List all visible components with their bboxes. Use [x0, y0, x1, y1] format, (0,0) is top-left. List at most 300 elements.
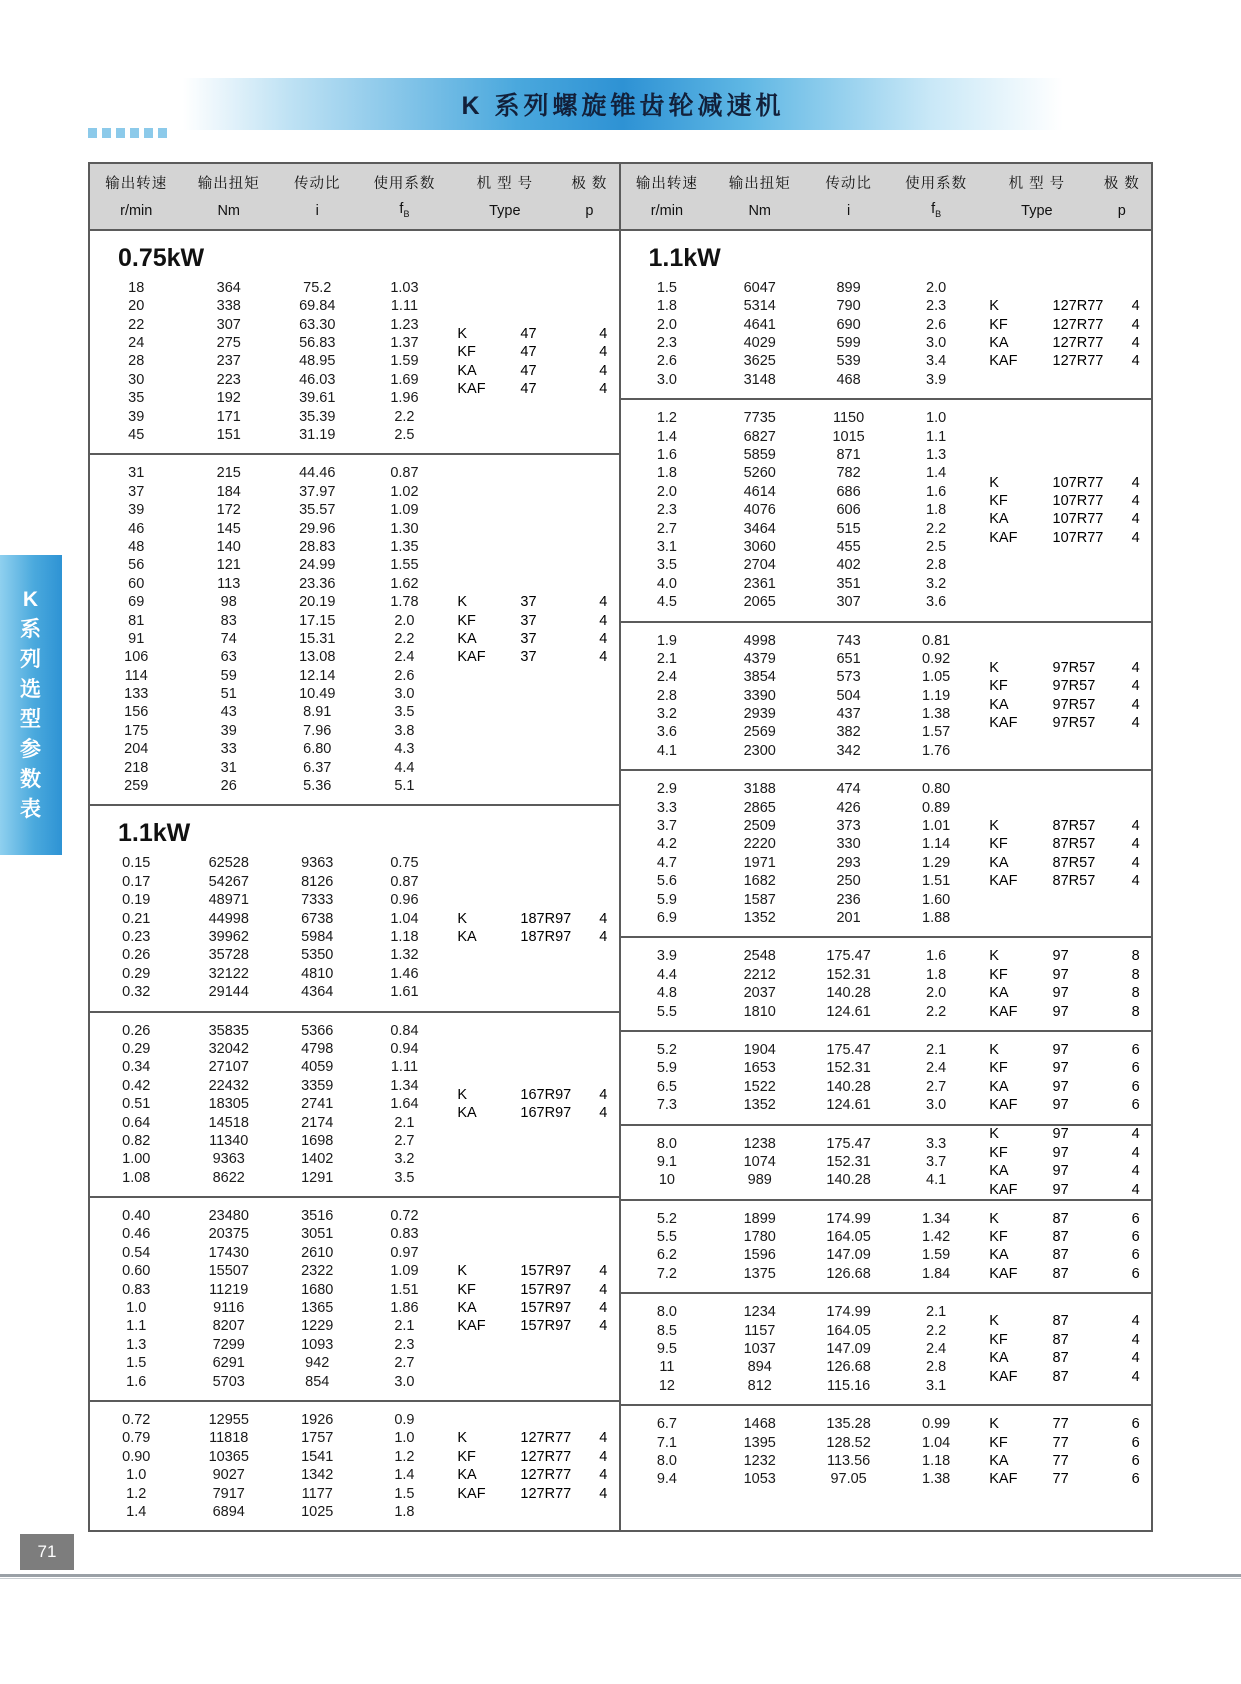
- cell-torque: 1053: [743, 1471, 776, 1488]
- cell-speed: 0.23: [122, 929, 151, 945]
- type-prefix: KA: [989, 985, 1009, 1002]
- type-size: 37: [520, 594, 537, 611]
- type-size: 97: [1052, 1003, 1069, 1020]
- cell-factor: 3.2: [394, 1151, 415, 1168]
- side-tab-char: 表: [20, 798, 42, 821]
- type-size: 127R77: [520, 1467, 572, 1484]
- type-prefix: KAF: [989, 1471, 1018, 1488]
- cell-speed: 2.1: [656, 650, 677, 667]
- cell-factor: 3.3: [926, 1135, 947, 1152]
- type-size: 97: [1052, 1097, 1069, 1114]
- cell-ratio: 3051: [301, 1226, 334, 1243]
- pole-count: 4: [599, 1485, 608, 1502]
- column-header-cn-4: 机 型 号: [1008, 176, 1066, 192]
- type-row: [449, 910, 618, 928]
- type-row: [981, 1078, 1151, 1096]
- type-prefix: KF: [457, 1448, 476, 1465]
- cell-speed: 5.2: [656, 1041, 677, 1058]
- cell-factor: 1.05: [922, 669, 951, 686]
- cell-speed: 4.5: [656, 594, 677, 611]
- cell-torque: 1468: [743, 1416, 776, 1433]
- cell-torque: 43: [220, 704, 237, 721]
- cell-factor: 1.37: [390, 335, 419, 352]
- type-size: 97: [1052, 966, 1069, 983]
- type-row: [981, 1181, 1151, 1199]
- cell-speed: 0.82: [122, 1132, 151, 1149]
- cell-factor: 0.84: [390, 1022, 419, 1039]
- cell-factor: 2.6: [926, 316, 947, 333]
- cell-factor: 1.3: [926, 447, 947, 464]
- pole-count: 8: [1131, 948, 1140, 965]
- cell-torque: 15507: [208, 1263, 249, 1280]
- pole-count: 4: [599, 1448, 608, 1465]
- pole-count: 6: [1131, 1210, 1140, 1227]
- pole-count: 4: [599, 344, 608, 361]
- type-row: [449, 1466, 618, 1484]
- cell-ratio: 1177: [301, 1485, 333, 1502]
- cell-factor: 1.6: [926, 483, 947, 500]
- cell-speed: 1.8: [656, 298, 677, 315]
- cell-factor: 1.38: [922, 1471, 951, 1488]
- cell-ratio: 46.03: [299, 371, 336, 388]
- type-prefix: KAF: [989, 1265, 1018, 1282]
- cell-ratio: 31.19: [299, 427, 336, 444]
- cell-speed: 0.32: [122, 984, 151, 1001]
- cell-ratio: 426: [836, 799, 861, 816]
- type-size: 127R77: [520, 1430, 572, 1447]
- cell-speed: 0.29: [122, 965, 151, 982]
- type-size: 87: [1052, 1247, 1069, 1264]
- cell-speed: 91: [128, 630, 145, 647]
- type-prefix: K: [457, 1430, 468, 1447]
- cell-torque: 98: [220, 594, 237, 611]
- cell-ratio: 9363: [301, 855, 334, 872]
- pole-count: 6: [1131, 1060, 1140, 1077]
- cell-ratio: 23.36: [299, 575, 336, 592]
- cell-torque: 1587: [743, 891, 776, 908]
- cell-factor: 1.8: [394, 1503, 415, 1520]
- type-designation-group: [981, 632, 1151, 761]
- data-rows: [621, 279, 1152, 389]
- cell-speed: 3.9: [656, 948, 677, 965]
- cell-factor: 1.61: [390, 984, 419, 1001]
- pole-count: 4: [1131, 818, 1140, 835]
- type-prefix: KAF: [457, 381, 486, 398]
- type-size: 77: [1052, 1416, 1069, 1433]
- cell-speed: 133: [124, 686, 149, 703]
- cell-torque: 3188: [743, 781, 776, 798]
- cell-factor: 1.09: [390, 502, 419, 519]
- pole-count: 4: [599, 1318, 608, 1335]
- cell-ratio: 3516: [301, 1208, 334, 1225]
- cell-factor: 2.4: [926, 1060, 947, 1077]
- type-row: [981, 714, 1151, 732]
- cell-ratio: 10.49: [299, 686, 336, 703]
- cell-ratio: 152.31: [826, 966, 871, 983]
- type-row: [449, 612, 618, 630]
- cell-speed: 0.72: [122, 1411, 151, 1428]
- cell-ratio: 17.15: [299, 612, 336, 629]
- cell-speed: 37: [128, 483, 145, 500]
- type-row: [449, 343, 618, 361]
- type-size: 157R97: [520, 1281, 572, 1298]
- cell-torque: 7917: [212, 1485, 245, 1502]
- cell-torque: 2865: [743, 799, 776, 816]
- cell-speed: 1.3: [126, 1336, 147, 1353]
- cell-ratio: 175.47: [826, 1041, 871, 1058]
- column-header-en-0: r/min: [650, 202, 684, 219]
- data-rows: [621, 947, 1152, 1021]
- data-rows: [621, 1126, 1152, 1198]
- pole-count: 6: [1131, 1452, 1140, 1469]
- left-column: [90, 164, 621, 1530]
- cell-speed: 69: [128, 594, 145, 611]
- side-tab-char: 数: [20, 768, 42, 791]
- cell-factor: 0.81: [922, 632, 951, 649]
- cell-factor: 1.03: [390, 279, 419, 296]
- cell-speed: 1.6: [126, 1373, 147, 1390]
- type-designation-group: [981, 1415, 1151, 1489]
- cell-speed: 35: [128, 390, 145, 407]
- data-rows: [621, 1303, 1152, 1395]
- cell-torque: 140: [216, 538, 241, 555]
- cell-factor: 1.0: [926, 410, 947, 427]
- cell-factor: 3.8: [394, 722, 415, 739]
- type-size: 167R97: [520, 1086, 572, 1103]
- data-rows: [90, 1207, 619, 1391]
- cell-speed: 22: [128, 316, 145, 333]
- type-row: [981, 1003, 1151, 1021]
- type-prefix: KAF: [989, 353, 1018, 370]
- pole-count: 6: [1131, 1041, 1140, 1058]
- cell-torque: 1395: [743, 1434, 776, 1451]
- cell-torque: 812: [747, 1377, 772, 1394]
- cell-factor: 1.60: [922, 891, 951, 908]
- cell-ratio: 782: [836, 465, 861, 482]
- cell-factor: 1.34: [390, 1077, 419, 1094]
- pole-count: 4: [599, 362, 608, 379]
- type-row: [449, 1281, 618, 1299]
- type-size: 127R77: [520, 1485, 572, 1502]
- cell-speed: 45: [128, 427, 145, 444]
- type-row: [981, 1059, 1151, 1077]
- cell-torque: 4641: [743, 316, 776, 333]
- column-header-cn-0: 输出转速: [105, 176, 168, 192]
- cell-speed: 31: [128, 465, 145, 482]
- cell-factor: 0.94: [390, 1040, 419, 1057]
- cell-ratio: 474: [836, 781, 861, 798]
- pole-count: 4: [599, 1467, 608, 1484]
- cell-ratio: 5.36: [303, 778, 332, 795]
- type-designation-group: [449, 1022, 618, 1188]
- cell-ratio: 97.05: [830, 1471, 867, 1488]
- cell-factor: 2.1: [394, 1318, 415, 1335]
- cell-speed: 60: [128, 575, 145, 592]
- cell-factor: 3.9: [926, 371, 947, 388]
- cell-factor: 1.4: [394, 1467, 415, 1484]
- type-row: [981, 1096, 1151, 1114]
- cell-ratio: 871: [836, 447, 861, 464]
- pole-count: 4: [599, 1300, 608, 1317]
- cell-ratio: 293: [836, 854, 861, 871]
- cell-torque: 11340: [209, 1132, 249, 1149]
- pole-count: 4: [1131, 678, 1140, 695]
- type-prefix: KAF: [989, 1097, 1018, 1114]
- type-prefix: KAF: [989, 715, 1018, 732]
- cell-speed: 5.6: [656, 873, 677, 890]
- cell-factor: 1.84: [922, 1265, 951, 1282]
- cell-ratio: 1150: [833, 410, 865, 427]
- cell-speed: 3.2: [656, 706, 677, 723]
- cell-factor: 1.18: [390, 929, 419, 945]
- type-prefix: KF: [989, 492, 1008, 509]
- side-tab-char: K: [22, 588, 40, 611]
- type-row: [981, 1452, 1151, 1470]
- cell-torque: 145: [216, 520, 241, 537]
- column-header-en-5: p: [1117, 202, 1126, 219]
- data-block: [621, 1294, 1152, 1406]
- type-row: [981, 297, 1151, 315]
- cell-torque: 2361: [743, 575, 776, 592]
- cell-ratio: 1680: [301, 1281, 334, 1298]
- type-size: 97R57: [1052, 715, 1096, 732]
- right-column: [621, 164, 1152, 1530]
- cell-torque: 23480: [208, 1208, 249, 1225]
- data-block: [621, 1032, 1152, 1126]
- type-size: 87R57: [1052, 836, 1096, 853]
- cell-speed: 2.0: [656, 483, 677, 500]
- cell-factor: 1.04: [922, 1434, 951, 1451]
- cell-factor: 1.88: [922, 910, 951, 926]
- cell-ratio: 686: [836, 483, 861, 500]
- type-size: 87R57: [1052, 854, 1096, 871]
- cell-ratio: 606: [836, 502, 861, 519]
- type-size: 157R97: [520, 1318, 572, 1335]
- cell-speed: 1.08: [122, 1169, 151, 1186]
- pole-count: 4: [1131, 298, 1140, 315]
- side-tab-char: 参: [20, 738, 42, 761]
- type-row: [981, 1228, 1151, 1246]
- data-rows: [621, 1210, 1152, 1284]
- type-prefix: KA: [457, 1467, 477, 1484]
- type-size: 87: [1052, 1368, 1069, 1385]
- cell-torque: 1653: [743, 1060, 776, 1077]
- type-prefix: K: [989, 298, 999, 315]
- cell-factor: 1.55: [390, 557, 419, 574]
- cell-ratio: 15.31: [299, 630, 336, 647]
- cell-speed: 2.3: [656, 502, 677, 519]
- cell-factor: 4.4: [394, 759, 415, 776]
- cell-speed: 2.0: [656, 316, 677, 333]
- type-row: [449, 648, 618, 666]
- data-block: [621, 1201, 1152, 1295]
- cell-ratio: 1365: [301, 1300, 334, 1317]
- cell-ratio: 1926: [301, 1411, 334, 1428]
- type-size: 127R77: [520, 1448, 572, 1465]
- cell-speed: 12: [658, 1377, 675, 1394]
- cell-factor: 1.51: [922, 873, 951, 890]
- data-block: [621, 771, 1152, 938]
- cell-ratio: 7333: [301, 892, 334, 909]
- cell-ratio: 152.31: [826, 1153, 871, 1170]
- cell-ratio: 113.56: [826, 1452, 871, 1469]
- cell-speed: 39: [128, 408, 145, 425]
- cell-speed: 4.0: [656, 575, 677, 592]
- cell-torque: 62528: [208, 855, 249, 872]
- cell-speed: 8.0: [656, 1135, 677, 1152]
- cell-speed: 3.1: [656, 538, 677, 555]
- cell-factor: 2.4: [394, 649, 415, 666]
- cell-factor: 3.0: [926, 1097, 947, 1114]
- section-side-tab: [0, 555, 62, 855]
- cell-factor: 0.87: [390, 465, 419, 482]
- pole-count: 4: [599, 1086, 608, 1103]
- cell-ratio: 1757: [301, 1430, 334, 1447]
- cell-ratio: 382: [836, 724, 861, 741]
- cell-factor: 2.0: [926, 279, 947, 296]
- type-row: [981, 1246, 1151, 1264]
- page-number-badge: 71: [20, 1534, 74, 1570]
- type-designation-group: [449, 1207, 618, 1391]
- cell-ratio: 330: [836, 836, 861, 853]
- cell-torque: 2548: [743, 948, 776, 965]
- cell-torque: 83: [220, 612, 237, 629]
- cell-ratio: 1291: [301, 1169, 334, 1186]
- pole-count: 4: [1131, 1331, 1140, 1348]
- cell-ratio: 5984: [301, 929, 334, 945]
- pole-count: 4: [1131, 1163, 1140, 1180]
- cell-torque: 2212: [743, 966, 776, 983]
- data-rows: [90, 854, 619, 1001]
- cell-speed: 11: [659, 1359, 675, 1376]
- cell-factor: 2.4: [926, 1341, 947, 1358]
- column-header-cn-2: 传动比: [825, 176, 872, 192]
- cell-factor: 2.2: [926, 1003, 947, 1020]
- cell-torque: 8207: [212, 1318, 245, 1335]
- type-size: 107R77: [1052, 511, 1104, 528]
- cell-torque: 2065: [743, 594, 776, 611]
- pole-count: 6: [1131, 1416, 1140, 1433]
- data-block: [90, 231, 619, 456]
- pole-count: 4: [1131, 696, 1140, 713]
- pole-count: 4: [1131, 1350, 1140, 1367]
- page-title: K 系列螺旋锥齿轮减速机: [461, 92, 785, 120]
- cell-ratio: 899: [836, 279, 861, 296]
- cell-torque: 2939: [743, 706, 776, 723]
- cell-ratio: 4364: [301, 984, 334, 1001]
- cell-torque: 27107: [208, 1059, 249, 1076]
- cell-speed: 0.26: [122, 1022, 151, 1039]
- cell-factor: 2.7: [394, 1132, 415, 1149]
- type-prefix: K: [989, 1126, 999, 1143]
- pole-count: 4: [1131, 715, 1140, 732]
- cell-factor: 1.23: [390, 316, 419, 333]
- cell-speed: 259: [124, 778, 149, 795]
- cell-ratio: 342: [836, 742, 861, 759]
- cell-factor: 3.5: [394, 1169, 415, 1186]
- type-row: [449, 1299, 618, 1317]
- cell-factor: 1.8: [926, 502, 947, 519]
- cell-factor: 1.0: [394, 1430, 415, 1447]
- type-row: [981, 1415, 1151, 1433]
- type-designation-group: [981, 947, 1151, 1021]
- cell-torque: 9027: [212, 1467, 245, 1484]
- cell-factor: 1.59: [922, 1247, 951, 1264]
- cell-torque: 223: [216, 371, 241, 388]
- type-prefix: K: [989, 818, 999, 835]
- cell-torque: 1157: [744, 1322, 776, 1339]
- pole-count: 6: [1131, 1471, 1140, 1488]
- cell-factor: 3.0: [394, 1373, 415, 1390]
- cell-ratio: 307: [836, 594, 861, 611]
- type-row: [981, 1312, 1151, 1330]
- cell-speed: 7.1: [656, 1434, 677, 1451]
- pole-count: 4: [1131, 873, 1140, 890]
- type-size: 157R97: [520, 1300, 572, 1317]
- type-prefix: KA: [989, 1078, 1009, 1095]
- cell-torque: 121: [216, 557, 241, 574]
- cell-factor: 1.51: [390, 1281, 419, 1298]
- cell-torque: 1522: [743, 1078, 776, 1095]
- type-row: [449, 630, 618, 648]
- cell-factor: 1.29: [922, 854, 951, 871]
- cell-speed: 106: [124, 649, 149, 666]
- cell-speed: 3.3: [656, 799, 677, 816]
- type-size: 157R97: [520, 1263, 572, 1280]
- cell-torque: 44998: [208, 910, 249, 927]
- cell-ratio: 75.2: [303, 279, 332, 296]
- data-rows: [621, 1041, 1152, 1115]
- cell-ratio: 6.80: [303, 741, 332, 758]
- cell-torque: 4029: [743, 335, 776, 352]
- cell-speed: 8.0: [656, 1304, 677, 1321]
- cell-ratio: 1541: [301, 1448, 334, 1465]
- type-row: [449, 593, 618, 611]
- cell-torque: 151: [216, 427, 241, 444]
- cell-torque: 9116: [213, 1300, 245, 1317]
- pole-count: 4: [1131, 492, 1140, 509]
- cell-factor: 0.72: [390, 1208, 419, 1225]
- type-prefix: K: [989, 474, 999, 491]
- cell-torque: 1899: [743, 1210, 776, 1227]
- type-size: 127R77: [1052, 335, 1104, 352]
- cell-speed: 2.8: [656, 687, 677, 704]
- cell-ratio: 1342: [301, 1467, 334, 1484]
- cell-torque: 39962: [208, 929, 249, 945]
- type-size: 87: [1052, 1229, 1069, 1246]
- cell-factor: 1.01: [922, 818, 951, 835]
- cell-torque: 6047: [743, 279, 776, 296]
- cell-speed: 4.4: [656, 966, 677, 983]
- pole-count: 4: [1131, 1368, 1140, 1385]
- cell-speed: 0.46: [122, 1226, 151, 1243]
- type-size: 47: [520, 325, 537, 342]
- cell-factor: 1.19: [922, 687, 951, 704]
- type-row: [981, 334, 1151, 352]
- type-row: [981, 1125, 1151, 1143]
- pole-count: 4: [1131, 660, 1140, 677]
- column-header-en-1: Nm: [748, 202, 772, 219]
- cell-speed: 9.4: [656, 1471, 677, 1488]
- cell-speed: 1.0: [126, 1467, 147, 1484]
- cell-factor: 2.0: [926, 985, 947, 1002]
- cell-factor: 1.14: [922, 836, 951, 853]
- cell-ratio: 437: [836, 706, 861, 723]
- type-row: [981, 352, 1151, 370]
- cell-speed: 3.5: [656, 557, 677, 574]
- type-prefix: KAF: [457, 649, 486, 666]
- type-row: [981, 1331, 1151, 1349]
